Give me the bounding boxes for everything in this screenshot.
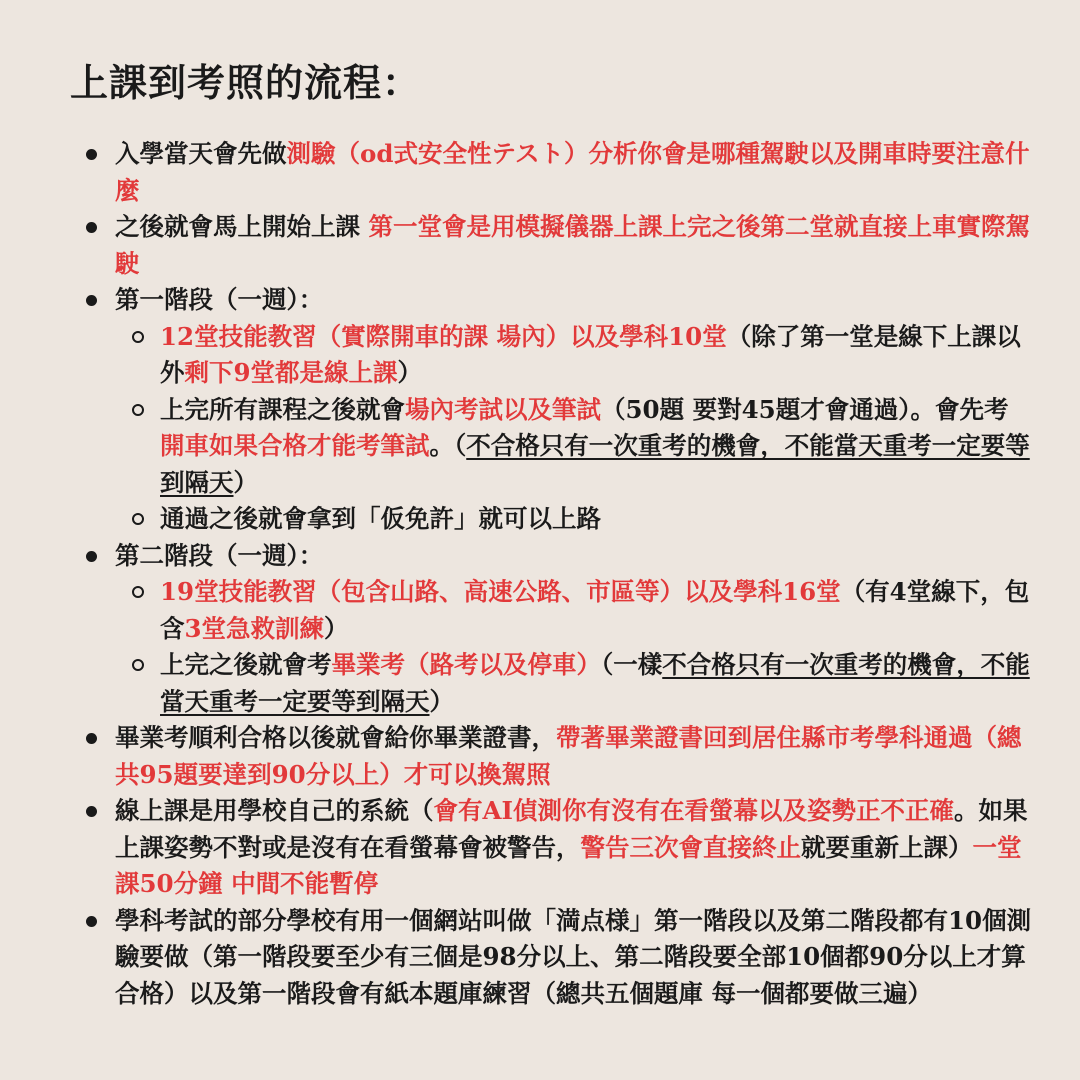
highlight-text: 3堂急救訓練 bbox=[184, 613, 325, 643]
highlight-text: 帶著畢業證書回到居住縣市考學科通過（總共95題要達到90分以上）才可以換駕照 bbox=[115, 723, 1022, 789]
list-item-online-classes bbox=[0, 793, 1080, 903]
stage-one-sublist bbox=[115, 319, 1032, 538]
highlight-text: 場內考試以及筆試 bbox=[405, 394, 601, 424]
stage-two-sublist bbox=[115, 574, 1032, 720]
bullet-icon bbox=[86, 149, 97, 160]
text: 學科考試的部分學校有用一個網站叫做「満点様」第一階段以及第二階段都有10個測驗要做（第一階段要至少有三個是98分以上、第二階段要全部10個都90分以上才算合格）以及第一階段會有紙本題庫練習（總共五個題庫 每一個都要做三遍） bbox=[115, 905, 1032, 1008]
text: ） bbox=[324, 613, 349, 643]
circle-bullet-icon bbox=[132, 513, 144, 525]
highlight-text: 警告三次會直接終止 bbox=[580, 832, 801, 862]
circle-bullet-icon bbox=[132, 404, 144, 416]
text: 就要重新上課） bbox=[801, 832, 973, 862]
highlight-text: 測驗（od式安全性テスト）分析你會是哪種駕駛以及開車時要注意什麼 bbox=[115, 139, 1030, 205]
highlight-text: 一堂課50分鐘 中間不能暫停 bbox=[115, 832, 1022, 898]
text: 上完所有課程之後就會 bbox=[160, 394, 405, 424]
circle-bullet-icon bbox=[132, 586, 144, 598]
list-item-start-classes bbox=[0, 209, 1080, 282]
bullet-icon bbox=[86, 222, 97, 233]
text: ） bbox=[429, 686, 454, 716]
highlight-text: 剩下9堂都是線上課 bbox=[184, 358, 398, 387]
text: ） bbox=[397, 358, 423, 387]
text: （50題 要對45題才會通過）。會先考 bbox=[601, 394, 1009, 424]
list-item-practice-tests bbox=[0, 903, 1080, 1013]
circle-bullet-icon bbox=[132, 659, 144, 671]
text: 線上課是用學校自己的系統（ bbox=[115, 796, 434, 825]
text: 通過之後就會拿到「仮免許」就可以上路 bbox=[160, 504, 601, 533]
sublist-item-exams bbox=[115, 392, 1032, 502]
list-item-stage-one bbox=[0, 282, 1080, 538]
text: 。如果上課姿勢不對或是沒有在看螢幕會被警告， bbox=[115, 796, 1028, 862]
text: 。（ bbox=[429, 431, 467, 460]
bullet-icon bbox=[86, 916, 97, 927]
circle-bullet-icon bbox=[132, 331, 144, 343]
stage-heading: 第一階段（一週）： bbox=[115, 285, 324, 314]
stage-heading: 第二階段（一週）： bbox=[115, 540, 324, 570]
bullet-icon bbox=[86, 733, 97, 744]
text: 入學當天會先做 bbox=[115, 139, 287, 168]
highlight-text: 畢業考（路考以及停車） bbox=[331, 650, 601, 679]
sublist-item-graduation-exam bbox=[115, 647, 1032, 720]
bullet-icon bbox=[86, 295, 97, 306]
bullet-icon bbox=[86, 806, 97, 817]
bullet-icon bbox=[86, 551, 97, 562]
list-item-entrance-test bbox=[0, 136, 1080, 209]
list-item-stage-two bbox=[0, 538, 1080, 721]
list-item-graduation bbox=[0, 720, 1080, 793]
text: （有4堂線下，包含 bbox=[160, 577, 1030, 643]
highlight-text: 12堂技能教習（實際開車的課 場內）以及學科10堂 bbox=[160, 321, 727, 351]
highlight-text: 開車如果合格才能考筆試 bbox=[160, 431, 430, 460]
sublist-item-permit bbox=[115, 501, 1032, 538]
page-title: 上課到考照的流程： bbox=[70, 60, 422, 105]
highlight-text: 會有AI偵測你有沒有在看螢幕以及姿勢正不正確 bbox=[433, 796, 954, 825]
text: （一樣 bbox=[601, 650, 663, 679]
text: （除了第一堂是線下上課以外 bbox=[160, 321, 1021, 387]
highlight-text: 第一堂會是用模擬儀器上課上完之後第二堂就直接上車實際駕駛 bbox=[115, 212, 1031, 278]
text: ） bbox=[233, 467, 258, 497]
highlight-text: 19堂技能教習（包含山路、高速公路、市區等）以及學科16堂 bbox=[160, 577, 841, 606]
underlined-text: 不合格只有一次重考的機會，不能當天重考一定要等到隔天 bbox=[160, 431, 1030, 497]
sublist-item-lessons bbox=[115, 574, 1032, 647]
text: 上完之後就會考 bbox=[160, 650, 332, 679]
process-list bbox=[0, 136, 1080, 1012]
text: 之後就會馬上開始上課 bbox=[115, 212, 369, 241]
text: 畢業考順利合格以後就會給你畢業證書， bbox=[115, 723, 556, 752]
underlined-text: 不合格只有一次重考的機會，不能當天重考一定要等到隔天 bbox=[160, 650, 1030, 716]
sublist-item-lessons bbox=[115, 319, 1032, 392]
